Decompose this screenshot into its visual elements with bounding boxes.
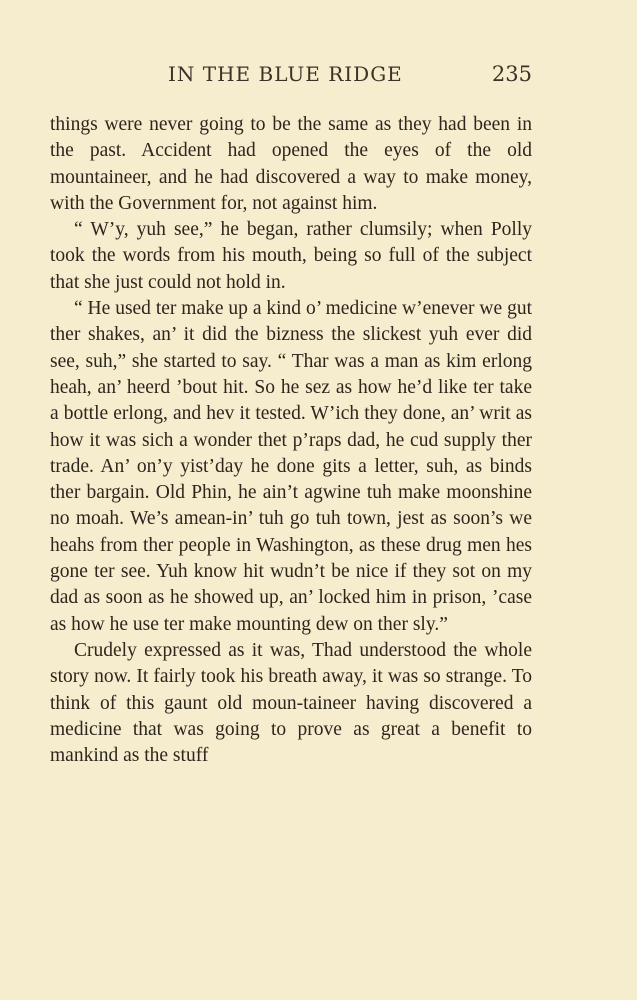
running-title: IN THE BLUE RIDGE <box>168 62 403 86</box>
running-head <box>50 62 532 92</box>
paragraph-narration: Crudely expressed as it was, Thad understood the whole story now. It fairly took his breath away, it was so strange. To think of this gaunt old moun-taineer having discovered a medicine that was going to prove as great a benefit to mankind as the stuff <box>50 639 532 767</box>
paragraph-dialogue-polly: “ He used ter make up a kind o’ medicine w’enever we gut ther shakes, an’ it did the bizness the slickest yuh ever did see, suh,” she started to say. “ Thar was a man as kim erlong heah, an’ heerd ’bout hit. So he sez as how he’d like ter take a bottle erlong, and hev it tested. W’ich they done, an’ writ as how it was sich a wonder thet p’raps dad, he cud supply ther trade. An’ on’y yist’day he done gits a letter, suh, as binds ther bargain. Old Phin, he ain’t agwine tuh make moonshine no moah. We’s amean-in’ tuh go tuh town, jest as soon’s we heahs from ther people in Washington, as these drug men hes gone ter see. Yuh know hit wudn’t be nice if they sot on my dad as soon as he showed up, an’ locked him in prison, ’case as how he use ter make mounting dew on ther sly.” <box>50 298 532 635</box>
body-text <box>50 112 532 769</box>
page-number: 235 <box>491 62 532 86</box>
paragraph-dialogue-thad: “ W’y, yuh see,” he began, rather clumsily; when Polly took the words from his mouth, being so full of the subject that she just could not hold in. <box>50 219 532 293</box>
paragraph-continuation: things were never going to be the same as they had been in the past. Accident had opened the eyes of the old mountaineer, and he had discovered a way to make money, with the Government for, not against him. <box>50 114 532 214</box>
